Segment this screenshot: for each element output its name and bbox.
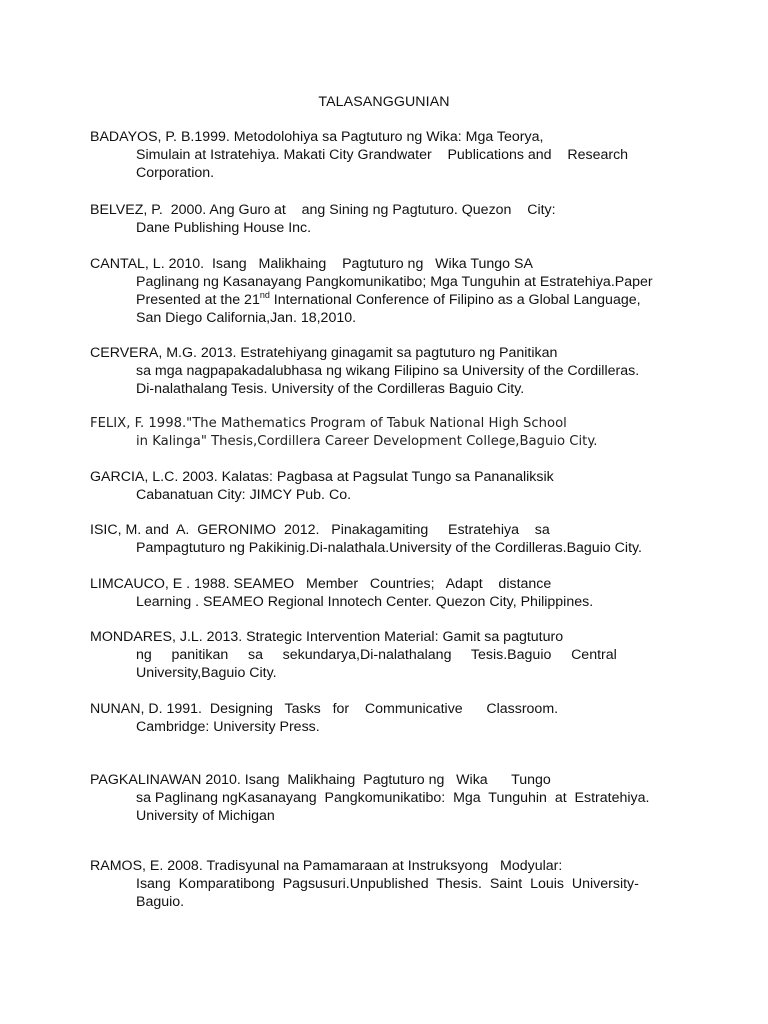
reference-line: University of Michigan [136,808,275,824]
superscript: nd [259,290,270,300]
reference-text: Presented at the 21 [136,292,260,308]
reference-entry [90,415,678,451]
reference-line: Simulain at Istratehiya. Makati City Grandwater Publications and Research [136,147,629,163]
reference-line: BELVEZ, P. 2000. Ang Guro at ang Sining ng Pagtuturo. Quezon City: [90,202,556,218]
reference-entry [90,255,678,327]
reference-line: Pampagtuturo ng Pakikinig.Di-nalathala.University of the Cordilleras.Baguio City. [136,540,643,556]
reference-entry [90,575,678,611]
reference-line: Corporation. [136,165,215,181]
reference-line: San Diego California,Jan. 18,2010. [136,310,357,326]
reference-line: NUNAN, D. 1991. Designing Tasks for Communicative Classroom. [90,701,559,717]
reference-entry [90,700,678,736]
reference-line: Learning . SEAMEO Regional Innotech Center. Quezon City, Philippines. [136,594,594,610]
reference-entry [90,344,678,398]
reference-line: CANTAL, L. 2010. Isang Malikhaing Pagtuturo ng Wika Tungo SA [90,256,533,272]
reference-line: LIMCAUCO, E . 1988. SEAMEO Member Countries; Adapt distance [90,576,552,592]
reference-entry [90,128,678,182]
reference-line: University,Baguio City. [136,665,277,681]
reference-entry [90,628,678,682]
reference-line: Dane Publishing House Inc. [136,220,312,236]
reference-entry [90,201,678,237]
reference-line: sa mga nagpapakadalubhasa ng wikang Filipino sa University of the Cordilleras. [136,363,640,379]
reference-entry [90,468,678,504]
reference-line: MONDARES, J.L. 2013. Strategic Intervention Material: Gamit sa pagtuturo [90,629,564,645]
reference-line: Cambridge: University Press. [136,719,320,735]
reference-line: FELIX, F. 1998."The Mathematics Program of Tabuk National High School [90,416,567,431]
reference-line: in Kalinga" Thesis,Cordillera Career Development College,Baguio City. [136,434,598,449]
reference-line: ng panitikan sa sekundarya,Di-nalathalang Tesis.Baguio Central [136,647,617,663]
reference-line: RAMOS, E. 2008. Tradisyunal na Pamamaraan at Instruksyong Modyular: [90,858,563,874]
reference-entry [90,521,678,557]
reference-line: Isang Komparatibong Pagsusuri.Unpublished Thesis. Saint Louis University- [136,876,639,892]
reference-line: sa Paglinang ngKasanayang Pangkomunikatibo: Mga Tunguhin at Estratehiya. [136,790,650,806]
reference-line: ISIC, M. and A. GERONIMO 2012. Pinakagamiting Estratehiya sa [90,522,550,538]
reference-entry [90,771,678,825]
reference-line: Di-nalathalang Tesis. University of the Cordilleras Baguio City. [136,381,525,397]
page-title: TALASANGGUNIAN [318,94,450,110]
reference-line [90,291,678,309]
reference-line: Cabanatuan City: JIMCY Pub. Co. [136,487,352,503]
reference-line: CERVERA, M.G. 2013. Estratehiyang ginagamit sa pagtuturo ng Panitikan [90,345,558,361]
reference-line: BADAYOS, P. B.1999. Metodolohiya sa Pagtuturo ng Wika: Mga Teorya, [90,129,544,145]
reference-line: GARCIA, L.C. 2003. Kalatas: Pagbasa at Pagsulat Tungo sa Pananaliksik [90,469,554,485]
reference-line: PAGKALINAWAN 2010. Isang Malikhaing Pagtuturo ng Wika Tungo [90,772,551,788]
reference-line: Paglinang ng Kasanayang Pangkomunikatibo; Mga Tunguhin at Estratehiya.Paper [136,274,653,290]
reference-line: Baguio. [136,894,185,910]
reference-text: International Conference of Filipino as a Global Language, [269,292,641,308]
reference-entry [90,857,678,911]
